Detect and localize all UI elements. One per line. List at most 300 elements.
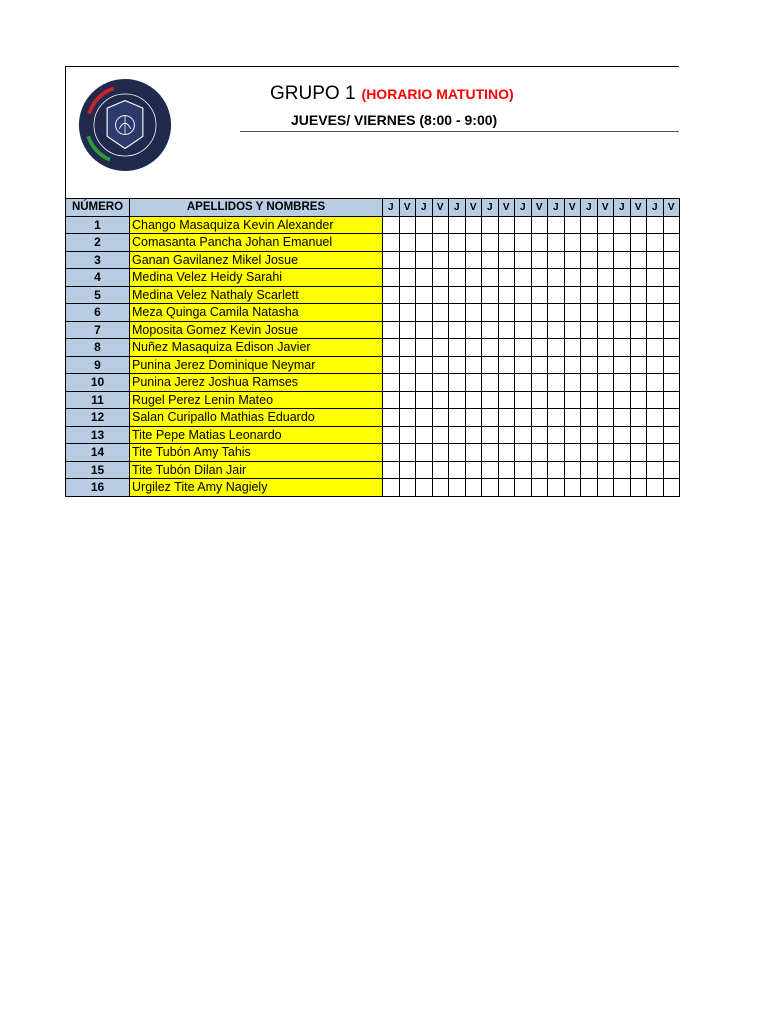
attendance-cell[interactable] bbox=[482, 339, 499, 357]
attendance-cell[interactable] bbox=[498, 391, 515, 409]
attendance-cell[interactable] bbox=[581, 479, 598, 497]
attendance-cell[interactable] bbox=[432, 461, 449, 479]
attendance-cell[interactable] bbox=[416, 374, 433, 392]
attendance-cell[interactable] bbox=[432, 426, 449, 444]
column-header-day: J bbox=[449, 199, 466, 217]
attendance-cell[interactable] bbox=[498, 304, 515, 322]
attendance-cell[interactable] bbox=[515, 374, 532, 392]
attendance-cell[interactable] bbox=[564, 286, 581, 304]
attendance-cell[interactable] bbox=[515, 269, 532, 287]
attendance-cell[interactable] bbox=[614, 321, 631, 339]
attendance-cell[interactable] bbox=[647, 374, 664, 392]
attendance-cell[interactable] bbox=[548, 251, 565, 269]
attendance-cell[interactable] bbox=[383, 304, 400, 322]
attendance-cell[interactable] bbox=[564, 216, 581, 234]
attendance-cell[interactable] bbox=[383, 321, 400, 339]
attendance-cell[interactable] bbox=[432, 321, 449, 339]
attendance-cell[interactable] bbox=[416, 216, 433, 234]
attendance-cell[interactable] bbox=[383, 234, 400, 252]
attendance-cell[interactable] bbox=[465, 339, 482, 357]
attendance-cell[interactable] bbox=[432, 251, 449, 269]
attendance-cell[interactable] bbox=[449, 251, 466, 269]
attendance-cell[interactable] bbox=[515, 251, 532, 269]
attendance-cell[interactable] bbox=[614, 234, 631, 252]
attendance-cell[interactable] bbox=[465, 391, 482, 409]
attendance-cell[interactable] bbox=[449, 304, 466, 322]
attendance-cell[interactable] bbox=[564, 356, 581, 374]
attendance-cell[interactable] bbox=[630, 461, 647, 479]
attendance-cell[interactable] bbox=[465, 444, 482, 462]
attendance-cell[interactable] bbox=[399, 251, 416, 269]
attendance-cell[interactable] bbox=[614, 479, 631, 497]
attendance-cell[interactable] bbox=[581, 426, 598, 444]
attendance-cell[interactable] bbox=[465, 234, 482, 252]
attendance-cell[interactable] bbox=[630, 269, 647, 287]
attendance-cell[interactable] bbox=[663, 444, 680, 462]
attendance-cell[interactable] bbox=[564, 391, 581, 409]
attendance-cell[interactable] bbox=[515, 444, 532, 462]
attendance-cell[interactable] bbox=[515, 304, 532, 322]
attendance-cell[interactable] bbox=[597, 426, 614, 444]
attendance-cell[interactable] bbox=[647, 321, 664, 339]
attendance-cell[interactable] bbox=[482, 304, 499, 322]
attendance-sheet bbox=[65, 66, 679, 501]
attendance-cell[interactable] bbox=[564, 426, 581, 444]
attendance-cell[interactable] bbox=[597, 356, 614, 374]
attendance-cell[interactable] bbox=[515, 391, 532, 409]
attendance-cell[interactable] bbox=[647, 251, 664, 269]
attendance-cell[interactable] bbox=[581, 216, 598, 234]
attendance-cell[interactable] bbox=[482, 426, 499, 444]
attendance-cell[interactable] bbox=[548, 479, 565, 497]
attendance-cell[interactable] bbox=[383, 426, 400, 444]
attendance-cell[interactable] bbox=[383, 479, 400, 497]
attendance-cell[interactable] bbox=[614, 216, 631, 234]
attendance-cell[interactable] bbox=[647, 304, 664, 322]
attendance-cell[interactable] bbox=[597, 374, 614, 392]
attendance-cell[interactable] bbox=[630, 234, 647, 252]
attendance-cell[interactable] bbox=[614, 409, 631, 427]
attendance-cell[interactable] bbox=[416, 251, 433, 269]
attendance-cell[interactable] bbox=[647, 234, 664, 252]
attendance-cell[interactable] bbox=[597, 216, 614, 234]
attendance-cell[interactable] bbox=[630, 321, 647, 339]
attendance-cell[interactable] bbox=[498, 374, 515, 392]
attendance-cell[interactable] bbox=[482, 216, 499, 234]
attendance-cell[interactable] bbox=[663, 269, 680, 287]
attendance-cell[interactable] bbox=[630, 304, 647, 322]
attendance-cell[interactable] bbox=[630, 479, 647, 497]
attendance-cell[interactable] bbox=[531, 269, 548, 287]
attendance-cell[interactable] bbox=[548, 444, 565, 462]
attendance-cell[interactable] bbox=[597, 479, 614, 497]
attendance-cell[interactable] bbox=[383, 374, 400, 392]
attendance-cell[interactable] bbox=[630, 426, 647, 444]
attendance-cell[interactable] bbox=[614, 444, 631, 462]
attendance-cell[interactable] bbox=[399, 339, 416, 357]
attendance-cell[interactable] bbox=[531, 304, 548, 322]
attendance-cell[interactable] bbox=[614, 391, 631, 409]
attendance-cell[interactable] bbox=[498, 339, 515, 357]
attendance-cell[interactable] bbox=[663, 374, 680, 392]
attendance-cell[interactable] bbox=[449, 391, 466, 409]
attendance-cell[interactable] bbox=[416, 444, 433, 462]
attendance-cell[interactable] bbox=[498, 269, 515, 287]
attendance-cell[interactable] bbox=[465, 409, 482, 427]
attendance-cell[interactable] bbox=[647, 426, 664, 444]
table-row bbox=[66, 461, 680, 479]
attendance-cell[interactable] bbox=[647, 339, 664, 357]
attendance-cell[interactable] bbox=[515, 479, 532, 497]
attendance-cell[interactable] bbox=[531, 479, 548, 497]
attendance-cell[interactable] bbox=[581, 374, 598, 392]
attendance-cell[interactable] bbox=[531, 356, 548, 374]
attendance-cell[interactable] bbox=[531, 374, 548, 392]
attendance-cell[interactable] bbox=[531, 286, 548, 304]
attendance-cell[interactable] bbox=[663, 339, 680, 357]
attendance-cell[interactable] bbox=[630, 216, 647, 234]
attendance-cell[interactable] bbox=[399, 356, 416, 374]
attendance-cell[interactable] bbox=[482, 286, 499, 304]
attendance-cell[interactable] bbox=[647, 461, 664, 479]
attendance-cell[interactable] bbox=[449, 479, 466, 497]
attendance-cell[interactable] bbox=[564, 444, 581, 462]
attendance-cell[interactable] bbox=[482, 251, 499, 269]
attendance-cell[interactable] bbox=[515, 321, 532, 339]
column-header-day: J bbox=[548, 199, 565, 217]
attendance-cell[interactable] bbox=[564, 269, 581, 287]
attendance-cell[interactable] bbox=[531, 234, 548, 252]
attendance-cell[interactable] bbox=[647, 286, 664, 304]
attendance-cell[interactable] bbox=[564, 234, 581, 252]
attendance-cell[interactable] bbox=[482, 479, 499, 497]
attendance-cell[interactable] bbox=[630, 444, 647, 462]
student-number: 1 bbox=[66, 216, 130, 234]
attendance-cell[interactable] bbox=[416, 339, 433, 357]
attendance-cell[interactable] bbox=[581, 304, 598, 322]
attendance-cell[interactable] bbox=[482, 391, 499, 409]
attendance-cell[interactable] bbox=[465, 321, 482, 339]
attendance-cell[interactable] bbox=[482, 321, 499, 339]
attendance-cell[interactable] bbox=[663, 409, 680, 427]
attendance-cell[interactable] bbox=[399, 234, 416, 252]
attendance-cell[interactable] bbox=[432, 409, 449, 427]
attendance-cell[interactable] bbox=[383, 391, 400, 409]
attendance-cell[interactable] bbox=[399, 409, 416, 427]
attendance-cell[interactable] bbox=[531, 251, 548, 269]
attendance-cell[interactable] bbox=[416, 321, 433, 339]
attendance-cell[interactable] bbox=[498, 426, 515, 444]
attendance-cell[interactable] bbox=[531, 339, 548, 357]
attendance-cell[interactable] bbox=[548, 286, 565, 304]
attendance-cell[interactable] bbox=[465, 251, 482, 269]
attendance-cell[interactable] bbox=[416, 409, 433, 427]
attendance-cell[interactable] bbox=[564, 461, 581, 479]
attendance-cell[interactable] bbox=[531, 216, 548, 234]
attendance-cell[interactable] bbox=[647, 356, 664, 374]
attendance-cell[interactable] bbox=[630, 409, 647, 427]
attendance-cell[interactable] bbox=[432, 479, 449, 497]
attendance-cell[interactable] bbox=[482, 374, 499, 392]
attendance-cell[interactable] bbox=[564, 321, 581, 339]
attendance-cell[interactable] bbox=[498, 461, 515, 479]
attendance-cell[interactable] bbox=[614, 374, 631, 392]
table-row bbox=[66, 426, 680, 444]
student-number: 14 bbox=[66, 444, 130, 462]
attendance-cell[interactable] bbox=[449, 426, 466, 444]
attendance-cell[interactable] bbox=[416, 479, 433, 497]
attendance-cell[interactable] bbox=[498, 321, 515, 339]
attendance-cell[interactable] bbox=[548, 234, 565, 252]
student-number: 15 bbox=[66, 461, 130, 479]
attendance-cell[interactable] bbox=[416, 286, 433, 304]
attendance-cell[interactable] bbox=[597, 409, 614, 427]
attendance-cell[interactable] bbox=[383, 339, 400, 357]
attendance-cell[interactable] bbox=[432, 269, 449, 287]
attendance-cell[interactable] bbox=[449, 374, 466, 392]
attendance-cell[interactable] bbox=[465, 461, 482, 479]
attendance-cell[interactable] bbox=[449, 444, 466, 462]
attendance-cell[interactable] bbox=[597, 269, 614, 287]
attendance-cell[interactable] bbox=[399, 269, 416, 287]
attendance-cell[interactable] bbox=[416, 304, 433, 322]
attendance-cell[interactable] bbox=[564, 374, 581, 392]
attendance-cell[interactable] bbox=[597, 304, 614, 322]
attendance-cell[interactable] bbox=[663, 251, 680, 269]
attendance-cell[interactable] bbox=[531, 444, 548, 462]
attendance-cell[interactable] bbox=[383, 409, 400, 427]
attendance-cell[interactable] bbox=[399, 304, 416, 322]
attendance-cell[interactable] bbox=[581, 391, 598, 409]
attendance-cell[interactable] bbox=[449, 339, 466, 357]
attendance-cell[interactable] bbox=[581, 251, 598, 269]
attendance-cell[interactable] bbox=[581, 286, 598, 304]
attendance-cell[interactable] bbox=[482, 234, 499, 252]
attendance-cell[interactable] bbox=[663, 426, 680, 444]
attendance-cell[interactable] bbox=[515, 461, 532, 479]
attendance-cell[interactable] bbox=[416, 426, 433, 444]
attendance-cell[interactable] bbox=[663, 321, 680, 339]
attendance-cell[interactable] bbox=[548, 304, 565, 322]
attendance-cell[interactable] bbox=[663, 216, 680, 234]
attendance-cell[interactable] bbox=[482, 409, 499, 427]
attendance-cell[interactable] bbox=[449, 321, 466, 339]
attendance-cell[interactable] bbox=[614, 356, 631, 374]
attendance-cell[interactable] bbox=[465, 374, 482, 392]
attendance-cell[interactable] bbox=[399, 479, 416, 497]
attendance-cell[interactable] bbox=[432, 356, 449, 374]
attendance-cell[interactable] bbox=[432, 234, 449, 252]
attendance-cell[interactable] bbox=[581, 409, 598, 427]
attendance-cell[interactable] bbox=[482, 269, 499, 287]
attendance-cell[interactable] bbox=[597, 321, 614, 339]
title-separator bbox=[240, 131, 679, 132]
attendance-cell[interactable] bbox=[531, 391, 548, 409]
attendance-cell[interactable] bbox=[515, 339, 532, 357]
attendance-cell[interactable] bbox=[548, 461, 565, 479]
attendance-cell[interactable] bbox=[515, 409, 532, 427]
attendance-cell[interactable] bbox=[663, 356, 680, 374]
attendance-cell[interactable] bbox=[515, 356, 532, 374]
attendance-cell[interactable] bbox=[614, 304, 631, 322]
attendance-cell[interactable] bbox=[630, 356, 647, 374]
attendance-cell[interactable] bbox=[465, 356, 482, 374]
attendance-cell[interactable] bbox=[581, 444, 598, 462]
attendance-cell[interactable] bbox=[416, 269, 433, 287]
attendance-cell[interactable] bbox=[663, 234, 680, 252]
attendance-cell[interactable] bbox=[548, 216, 565, 234]
attendance-cell[interactable] bbox=[432, 391, 449, 409]
attendance-cell[interactable] bbox=[432, 444, 449, 462]
attendance-cell[interactable] bbox=[531, 321, 548, 339]
attendance-cell[interactable] bbox=[614, 286, 631, 304]
attendance-cell[interactable] bbox=[383, 269, 400, 287]
attendance-cell[interactable] bbox=[630, 339, 647, 357]
attendance-cell[interactable] bbox=[597, 234, 614, 252]
attendance-cell[interactable] bbox=[399, 321, 416, 339]
attendance-cell[interactable] bbox=[630, 374, 647, 392]
attendance-cell[interactable] bbox=[564, 251, 581, 269]
attendance-cell[interactable] bbox=[581, 321, 598, 339]
attendance-cell[interactable] bbox=[383, 461, 400, 479]
attendance-cell[interactable] bbox=[449, 286, 466, 304]
attendance-cell[interactable] bbox=[399, 461, 416, 479]
attendance-cell[interactable] bbox=[449, 409, 466, 427]
attendance-cell[interactable] bbox=[531, 409, 548, 427]
attendance-cell[interactable] bbox=[597, 339, 614, 357]
attendance-cell[interactable] bbox=[465, 426, 482, 444]
attendance-cell[interactable] bbox=[432, 374, 449, 392]
attendance-cell[interactable] bbox=[581, 234, 598, 252]
attendance-cell[interactable] bbox=[515, 426, 532, 444]
attendance-cell[interactable] bbox=[465, 286, 482, 304]
attendance-cell[interactable] bbox=[647, 479, 664, 497]
attendance-cell[interactable] bbox=[630, 391, 647, 409]
attendance-cell[interactable] bbox=[548, 409, 565, 427]
attendance-cell[interactable] bbox=[597, 461, 614, 479]
attendance-cell[interactable] bbox=[564, 479, 581, 497]
attendance-cell[interactable] bbox=[564, 339, 581, 357]
attendance-cell[interactable] bbox=[548, 391, 565, 409]
attendance-cell[interactable] bbox=[630, 286, 647, 304]
attendance-cell[interactable] bbox=[432, 339, 449, 357]
attendance-cell[interactable] bbox=[449, 269, 466, 287]
attendance-cell[interactable] bbox=[399, 374, 416, 392]
attendance-cell[interactable] bbox=[515, 234, 532, 252]
attendance-cell[interactable] bbox=[597, 391, 614, 409]
attendance-cell[interactable] bbox=[449, 234, 466, 252]
attendance-cell[interactable] bbox=[614, 426, 631, 444]
attendance-cell[interactable] bbox=[548, 426, 565, 444]
attendance-cell[interactable] bbox=[432, 216, 449, 234]
attendance-cell[interactable] bbox=[581, 269, 598, 287]
attendance-cell[interactable] bbox=[399, 391, 416, 409]
attendance-cell[interactable] bbox=[416, 391, 433, 409]
attendance-cell[interactable] bbox=[647, 269, 664, 287]
attendance-cell[interactable] bbox=[399, 426, 416, 444]
attendance-cell[interactable] bbox=[597, 444, 614, 462]
attendance-cell[interactable] bbox=[498, 444, 515, 462]
attendance-cell[interactable] bbox=[647, 409, 664, 427]
attendance-cell[interactable] bbox=[399, 216, 416, 234]
attendance-cell[interactable] bbox=[647, 216, 664, 234]
attendance-cell[interactable] bbox=[498, 356, 515, 374]
attendance-cell[interactable] bbox=[515, 286, 532, 304]
attendance-cell[interactable] bbox=[581, 356, 598, 374]
attendance-cell[interactable] bbox=[498, 216, 515, 234]
attendance-cell[interactable] bbox=[581, 461, 598, 479]
attendance-cell[interactable] bbox=[383, 251, 400, 269]
attendance-cell[interactable] bbox=[383, 286, 400, 304]
attendance-cell[interactable] bbox=[383, 216, 400, 234]
attendance-cell[interactable] bbox=[498, 251, 515, 269]
attendance-cell[interactable] bbox=[515, 216, 532, 234]
attendance-cell[interactable] bbox=[663, 286, 680, 304]
attendance-cell[interactable] bbox=[416, 234, 433, 252]
attendance-cell[interactable] bbox=[465, 304, 482, 322]
attendance-cell[interactable] bbox=[548, 374, 565, 392]
attendance-cell[interactable] bbox=[416, 356, 433, 374]
attendance-cell[interactable] bbox=[465, 269, 482, 287]
attendance-cell[interactable] bbox=[465, 479, 482, 497]
attendance-cell[interactable] bbox=[531, 461, 548, 479]
attendance-cell[interactable] bbox=[614, 461, 631, 479]
attendance-cell[interactable] bbox=[548, 356, 565, 374]
attendance-cell[interactable] bbox=[548, 269, 565, 287]
attendance-cell[interactable] bbox=[647, 391, 664, 409]
attendance-cell[interactable] bbox=[399, 286, 416, 304]
attendance-cell[interactable] bbox=[399, 444, 416, 462]
attendance-cell[interactable] bbox=[482, 461, 499, 479]
attendance-cell[interactable] bbox=[647, 444, 664, 462]
attendance-cell[interactable] bbox=[383, 444, 400, 462]
attendance-cell[interactable] bbox=[449, 461, 466, 479]
attendance-cell[interactable] bbox=[432, 304, 449, 322]
attendance-cell[interactable] bbox=[548, 321, 565, 339]
attendance-cell[interactable] bbox=[564, 409, 581, 427]
attendance-cell[interactable] bbox=[531, 426, 548, 444]
attendance-cell[interactable] bbox=[630, 251, 647, 269]
attendance-cell[interactable] bbox=[383, 356, 400, 374]
column-header-day: V bbox=[498, 199, 515, 217]
attendance-cell[interactable] bbox=[498, 409, 515, 427]
attendance-cell[interactable] bbox=[663, 391, 680, 409]
attendance-cell[interactable] bbox=[498, 479, 515, 497]
attendance-cell[interactable] bbox=[498, 286, 515, 304]
attendance-cell[interactable] bbox=[614, 251, 631, 269]
attendance-cell[interactable] bbox=[614, 339, 631, 357]
attendance-cell[interactable] bbox=[663, 479, 680, 497]
attendance-cell[interactable] bbox=[614, 269, 631, 287]
attendance-cell[interactable] bbox=[548, 339, 565, 357]
attendance-cell[interactable] bbox=[597, 251, 614, 269]
attendance-cell[interactable] bbox=[564, 304, 581, 322]
attendance-cell[interactable] bbox=[416, 461, 433, 479]
attendance-cell[interactable] bbox=[449, 356, 466, 374]
attendance-cell[interactable] bbox=[432, 286, 449, 304]
attendance-cell[interactable] bbox=[465, 216, 482, 234]
attendance-cell[interactable] bbox=[482, 356, 499, 374]
attendance-cell[interactable] bbox=[663, 461, 680, 479]
attendance-cell[interactable] bbox=[663, 304, 680, 322]
attendance-cell[interactable] bbox=[482, 444, 499, 462]
column-header-day: J bbox=[581, 199, 598, 217]
attendance-cell[interactable] bbox=[581, 339, 598, 357]
attendance-cell[interactable] bbox=[498, 234, 515, 252]
attendance-cell[interactable] bbox=[597, 286, 614, 304]
attendance-cell[interactable] bbox=[449, 216, 466, 234]
student-name: Meza Quinga Camila Natasha bbox=[130, 304, 383, 322]
